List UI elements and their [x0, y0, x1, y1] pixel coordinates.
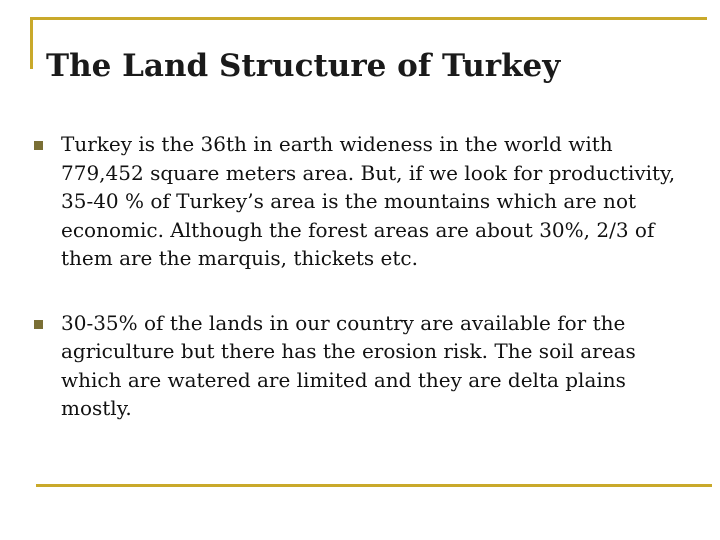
bullet-list — [34, 130, 684, 423]
bullet-item — [34, 309, 684, 423]
bullet-item — [34, 130, 684, 273]
frame-left-line — [30, 17, 33, 69]
square-bullet-icon — [34, 320, 43, 329]
frame-bottom-line — [36, 484, 712, 487]
frame-top-line — [30, 17, 707, 20]
slide-title: The Land Structure of Turkey — [46, 48, 561, 84]
square-bullet-icon — [34, 141, 43, 150]
bullet-text: 30-35% of the lands in our country are available for the agriculture but there has the erosion risk. The soil areas which are watered are limited and they are delta plains mostly. — [61, 310, 636, 420]
bullet-text: Turkey is the 36th in earth wideness in the world with 779,452 square meters area. But, if we look for productivity, 35-40 % of Turkey’s area is the mountains which are not economic. Although the forest areas are about 30%, 2/3 of them are the marquis, thickets etc. — [61, 132, 676, 270]
